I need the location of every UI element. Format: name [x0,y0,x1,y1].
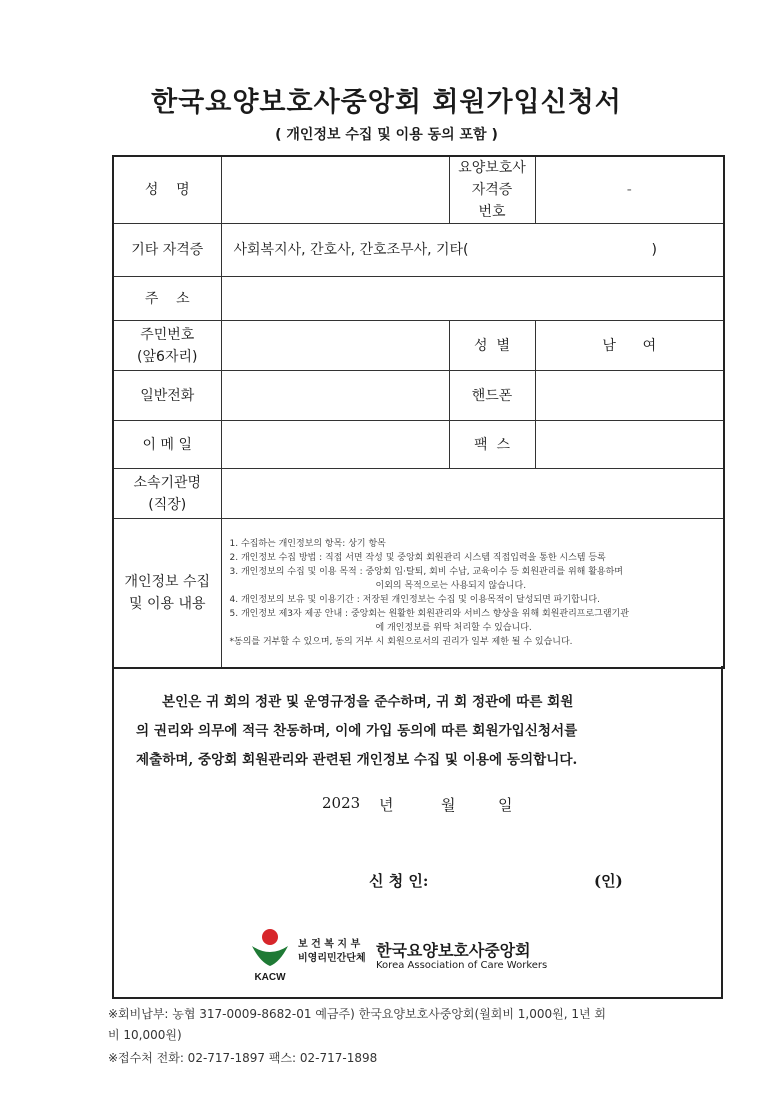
date-year: 2023 [322,794,361,812]
date-day-unit: 일 [498,796,513,814]
kacw-logo-icon [250,928,290,982]
org-name: 한국요양보호사중앙회 [376,941,531,960]
org-label-line1: 소속기관명 [133,474,202,491]
logo-red-circle [262,929,278,945]
agreement-box [112,666,723,999]
rrn-label [113,321,221,371]
address-label: 주 소 [113,277,221,321]
seal-label: (인) [594,872,623,890]
consent-label [113,519,221,668]
fax-label: 팩 스 [449,421,535,469]
fee-line2: 비 10,000원) [108,1028,182,1042]
agreement-line: 제출하며, 중앙회 회원관리와 관련된 개인정보 수집 및 이용에 동의합니다. [136,752,578,768]
org-label [113,469,221,519]
consent-line: 에 개인정보를 위탁 처리할 수 있습니다. [375,622,532,633]
other-cert-field[interactable] [221,224,724,277]
contact-line: ※접수처 전화: 02-717-1897 팩스: 02-717-1898 [108,1051,378,1065]
cert-label-line3: 번호 [478,204,506,220]
other-cert-close: ) [651,242,657,258]
rrn-label-line1: 주민번호 [140,326,195,343]
consent-label-line2: 및 이용 내용 [128,595,206,612]
cert-number-field[interactable]: - [535,156,724,224]
fax-field[interactable] [535,421,724,469]
consent-line: 2. 개인정보 수집 방법 : 직접 서면 작성 및 중앙회 회원관리 시스템 직접입력을 통한 시스템 등록 [229,552,606,563]
org-field[interactable] [221,469,724,519]
mobile-field[interactable] [535,371,724,421]
logo-green-shape [252,946,288,966]
cert-label-line1: 요양보호사 [458,160,526,176]
applicant-label: 신 청 인: [369,872,429,890]
ministry-line2: 비영리민간단체 [298,953,366,964]
agreement-line: 의 권리와 의무에 적극 찬동하며, 이에 가입 동의에 따른 회원가입신청서를 [136,723,578,739]
other-cert-label: 기타 자격증 [113,224,221,277]
email-label: 이 메 일 [113,421,221,469]
agreement-line: 본인은 귀 회의 정관 및 운영규정을 준수하며, 귀 회 정관에 따른 회원 [162,694,574,710]
gender-label: 성 별 [449,321,535,371]
page-title: 한국요양보호사중앙회 회원가입신청서 [151,87,622,118]
consent-label-line1: 개인정보 수집 [124,573,211,590]
ministry-text [298,938,366,966]
page-subtitle: ( 개인정보 수집 및 이용 동의 포함 ) [275,127,498,143]
address-field[interactable] [221,277,724,321]
org-name-en: Korea Association of Care Workers [376,960,548,971]
cert-number-label [449,156,535,224]
application-form-table [112,155,725,669]
gender-options[interactable]: 남 여 [535,321,724,371]
date-month-unit: 월 [441,796,456,814]
org-label-line2: (직장) [148,496,187,513]
fee-line1: ※회비납부: 농협 317-0009-8682-01 예금주) 한국요양보호사중앙회(월회비 1,000원, 1년 회 [108,1007,607,1021]
mobile-label: 핸드폰 [449,371,535,421]
consent-line: 3. 개인정보의 수집 및 이용 목적 : 중앙회 입·탈퇴, 회비 수납, 교육이수 등 회원관리를 위해 활용하며 [229,566,623,577]
rrn-field[interactable] [221,321,449,371]
ministry-line1: 보 건 복 지 부 [298,939,361,950]
consent-line: 1. 수집하는 개인정보의 항목: 상기 항목 [229,538,386,549]
date-year-unit: 년 [379,796,394,814]
phone-label: 일반전화 [113,371,221,421]
consent-line: 4. 개인정보의 보유 및 이용기간 : 저장된 개인정보는 수집 및 이용목적이 달성되면 파기합니다. [229,594,600,605]
rrn-label-line2: (앞6자리) [137,348,198,365]
consent-line: 이외의 목적으로는 사용되지 않습니다. [375,580,527,591]
consent-line: 5. 개인정보 제3자 제공 안내 : 중앙회는 원활한 회원관리와 서비스 향상을 위해 회원관리프로그램기관 [229,608,629,619]
name-label: 성 명 [113,156,221,224]
name-field[interactable] [221,156,449,224]
cert-label-line2: 자격증 [471,182,513,198]
phone-field[interactable] [221,371,449,421]
email-field[interactable] [221,421,449,469]
logo-abbr: KACW [254,972,286,982]
consent-line: *동의를 거부할 수 있으며, 동의 거부 시 회원으로서의 권리가 일부 제한 될 수 있습니다. [229,636,573,647]
consent-content [221,519,724,668]
other-cert-options: 사회복지사, 간호사, 간호조무사, 기타( [233,242,469,258]
agreement-text [136,688,704,775]
